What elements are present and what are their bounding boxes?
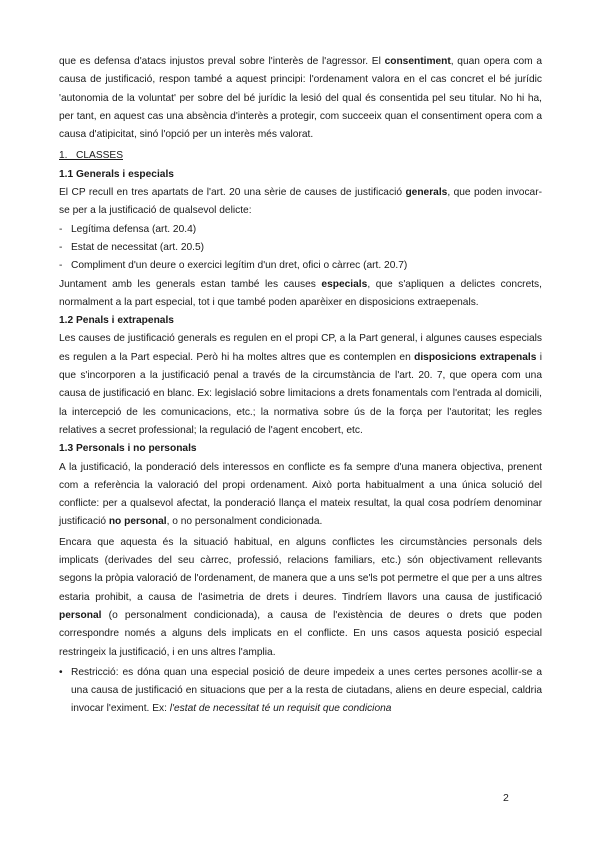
heading-1-3: 1.3 Personals i no personals xyxy=(59,443,197,455)
bullet-icon: • xyxy=(59,666,63,678)
bold-term: consentiment xyxy=(384,56,451,67)
italic-text: l'estat de necessitat té un requisit que condiciona xyxy=(169,703,392,715)
page-number: 2 xyxy=(503,792,509,804)
list-item: - Estat de necessitat (art. 20.5) xyxy=(59,239,542,257)
justification-list xyxy=(59,221,542,276)
bullet-list xyxy=(59,664,542,719)
bold-term: especials xyxy=(321,278,368,290)
heading-1-2: 1.2 Penals i extrapenals xyxy=(59,315,174,327)
bold-term: generals xyxy=(405,187,448,199)
bold-term: no personal xyxy=(108,516,167,528)
document-page xyxy=(59,53,542,719)
text-run: que es defensa d'atacs injustos preval sobre l'interès de l'agressor. El xyxy=(59,56,385,67)
bold-term: disposicions extrapenals xyxy=(414,351,537,363)
list-item: - Compliment d'un deure o exercici legítim d'un dret, ofici o càrrec (art. 20.7) xyxy=(59,257,542,275)
list-item: • Restricció: es dóna quan una especial posició de deure impedeix a unes certes persones acollir-se a una causa de justificació en situacions que per a la resta de ciutadans, aliens en deure especial, caldria invocar l'eximent. Ex: l'estat de necessitat té un requisit que condiciona xyxy=(59,664,542,719)
paragraph-1-1-a: El CP recull en tres apartats de l'art. 20 una sèrie de causes de justificació generals, que poden invocar-se per a la justificació de qualsevol delicte: xyxy=(59,187,542,217)
paragraph-1-3-a: A la justificació, la ponderació dels interessos en conflicte es fa sempre d'una manera objectiva, prenent com a referència la valoració del propi ordenament. Això porta habitualment a una única solució del conflicte: per a qualsevol afectat, la ponderació llança el mateix resultat, la qual cosa podríem denominar justificació no personal, o no personalment condicionada. xyxy=(59,461,542,528)
paragraph-1-1-b: Juntament amb les generals estan també les causes especials, que s'apliquen a delictes concrets, normalment a la part especial, tot i que també poden aparèixer en disposicions extraepenals. xyxy=(59,278,542,308)
section-title: CLASSES xyxy=(76,150,123,162)
text-run: , quan opera com a causa de justificació, respon també a aquest principi: l'ordenament valora en el cas concret el bé jurídic 'autonomia de la voluntat' per sobre del bé jurídic la lesió del qual és consentida pel seu titular. No hi ha, per tant, en aquest cas una absència d'interès a protegir, com succeeix quan el consentiment opera com a causa d'atipicitat, sinó l'opció per un interès més valorat. xyxy=(59,56,542,141)
section-number: 1. xyxy=(59,150,68,162)
bold-term: personal xyxy=(59,609,102,621)
intro-paragraph xyxy=(59,53,542,144)
paragraph-1-2: Les causes de justificació generals es regulen en el propi CP, a la Part general, i algunes causes especials es regulen a la Part especial. Però hi ha moltes altres que es contemplen en disposicions extrapenals i que s'incorporen a la justificació penal a través de la circumstància de l'art. 20. 7, que opera com una causa de justificació en blanc. Ex: legislació sobre limitacions a drets fonamentals com l'entrada al domicili, la intercepció de les comunicacions, etc.; la normativa sobre ús de la força per l'autoritat; les regles relatives a secret professional; la regulació de l'agent encobert, etc. xyxy=(59,333,542,436)
list-item: - Legítima defensa (art. 20.4) xyxy=(59,221,542,239)
section-heading xyxy=(59,147,542,165)
heading-1-1: 1.1 Generals i especials xyxy=(59,168,174,180)
paragraph-1-3-b: Encara que aquesta és la situació habitual, en alguns conflictes les circumstàncies personals dels implicats (derivades del seu càrrec, professió, relacions familiars, etc.) són objectivament rellevants segons la pròpia valoració de l'ordenament, de manera que a uns se'ls pot permetre el que per a uns altres estaria prohibit, a causa de l'asimetria de drets i deures. Tindríem llavors una causa de justificació personal (o personalment condicionada), a causa de l'existència de deures o drets que poden correspondre només a alguns dels implicats en el conflicte. En uns casos aquesta posició especial restringeix la justificació, i en uns altres l'amplia. xyxy=(59,536,542,658)
